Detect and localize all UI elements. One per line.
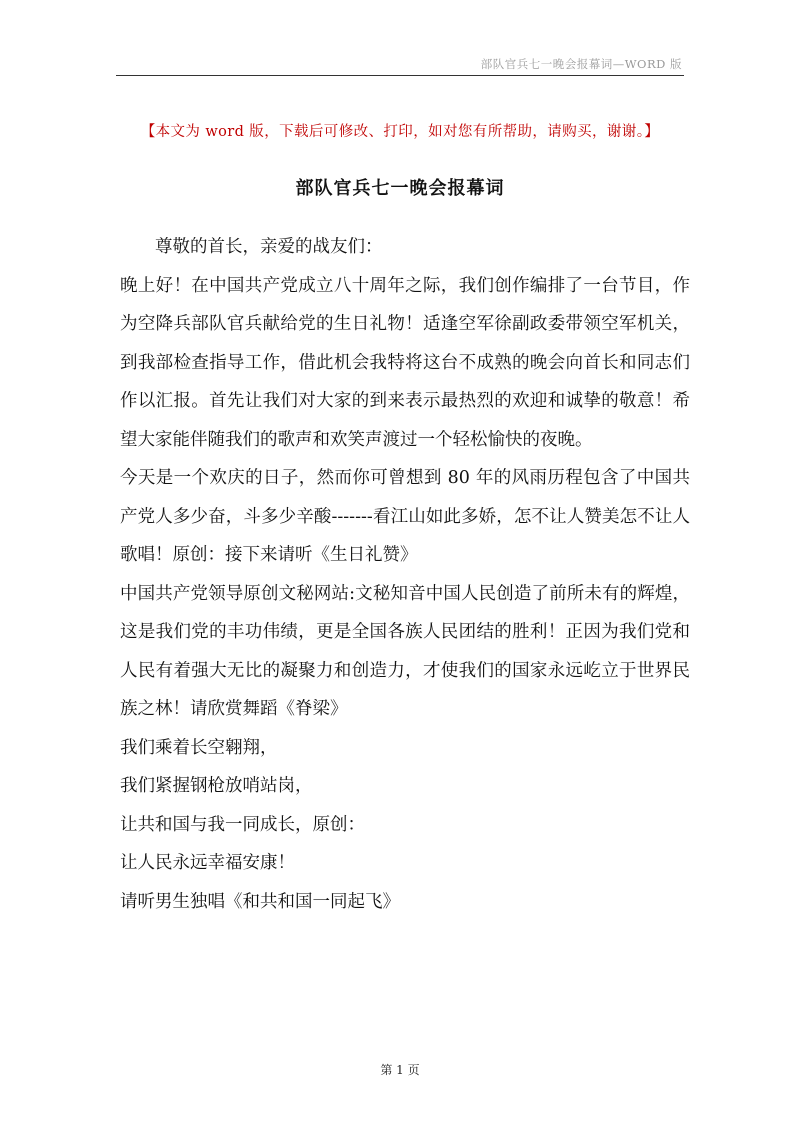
purchase-notice: 【本文为 word 版，下载后可修改、打印，如对您有所帮助，请购买，谢谢。】	[140, 124, 660, 140]
running-header: 部队官兵七一晚会报幕词—WORD 版	[480, 57, 682, 71]
verse-line: 让共和国与我一同成长，原创：	[120, 814, 365, 835]
header-divider	[116, 75, 684, 76]
paragraph-birthday-song: 今天是一个欢庆的日子，然而你可曾想到 80 年的风雨历程包含了中国共产党人多少奋，斗多少辛酸-------看江山如此多娇，怎不让人赞美怎不让人歌唱！原创：接下来请听《生日礼赞》	[120, 468, 690, 565]
program-announcement: 请听男生独唱《和共和国一同起飞》	[120, 891, 400, 912]
verse-line: 我们乘着长空翱翔，	[120, 737, 278, 758]
verse-line: 让人民永远幸福安康！	[120, 853, 295, 873]
paragraph-dance: 中国共产党领导原创文秘网站:文秘知音中国人民创造了前所未有的辉煌，这是我们党的丰功伟绩，更是全国各族人民团结的胜利！正因为我们党和人民有着强大无比的凝聚力和创造力，才使我们的国家永远屹立于世界民族之林！请欣赏舞蹈《脊梁》	[120, 583, 690, 719]
page-number: 第 1 页	[380, 1063, 420, 1077]
paragraph-opening: 晚上好！在中国共产党成立八十周年之际，我们创作编排了一台节目，作为空降兵部队官兵献给党的生日礼物！适逢空军徐副政委带领空军机关，到我部检查指导工作，借此机会我特将这台不成熟的晚会向首长和同志们作以汇报。首先让我们对大家的到来表示最热烈的欢迎和诚挚的敬意！希望大家能伴随我们的歌声和欢笑声渡过一个轻松愉快的夜晚。	[120, 275, 690, 450]
greeting-line: 尊敬的首长，亲爱的战友们：	[155, 237, 383, 257]
document-body	[120, 228, 690, 921]
document-title: 部队官兵七一晚会报幕词	[295, 178, 505, 199]
verse-line: 我们紧握钢枪放哨站岗，	[120, 776, 313, 796]
